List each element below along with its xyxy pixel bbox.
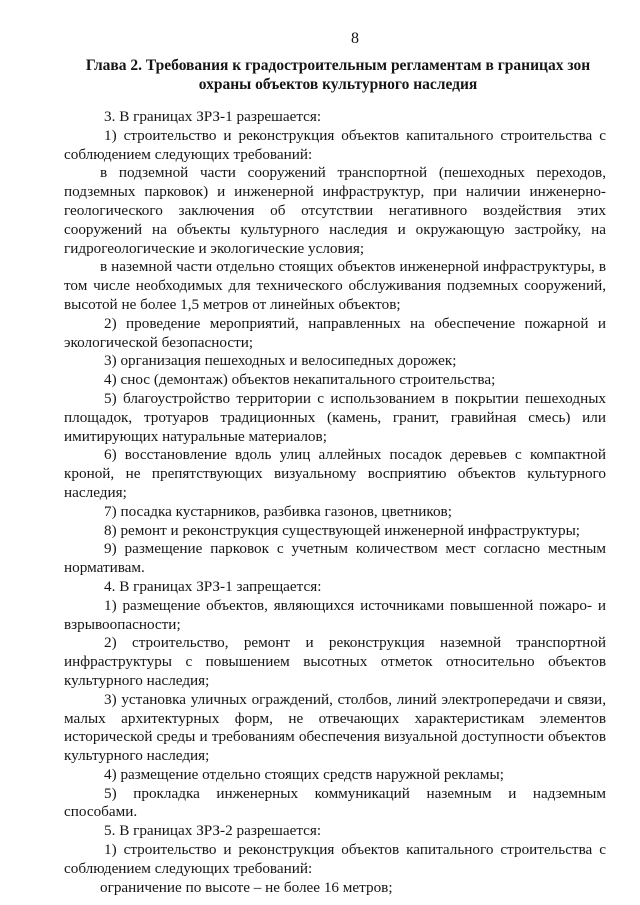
paragraph: 3) установка уличных ограждений, столбов, линий электропередачи и связи, малых архитектурных форм, не отвечающих характеристикам элементов исторической среды и требованиям обеспечения визуальной доступности объектов культурного наследия;	[64, 690, 606, 765]
page-number: 8	[351, 30, 359, 47]
chapter-title: Глава 2. Требования к градостроительным регламентам в границах зон охраны объектов культурного наследия	[85, 57, 591, 93]
paragraph: 5) благоустройство территории с использованием в покрытии пешеходных площадок, тротуаров традиционных (камень, гранит, гравийная смесь) или имитирующих натуральные материалов;	[64, 389, 606, 445]
paragraph: 5. В границах ЗРЗ-2 разрешается:	[104, 822, 322, 840]
paragraph: 2) строительство, ремонт и реконструкция наземной транспортной инфраструктуры с повышением высотных отметок относительно объектов культурного наследия;	[64, 634, 606, 689]
paragraph: 5) прокладка инженерных коммуникаций наземным и надземным способами.	[64, 784, 606, 821]
paragraph: 1) размещение объектов, являющихся источниками повышенной пожаро- и взрывоопасности;	[64, 596, 606, 633]
paragraph: 1) строительство и реконструкция объектов капитального строительства с соблюдением следующих требований:	[64, 126, 606, 163]
paragraph: 6) восстановление вдоль улиц аллейных посадок деревьев с компактной кроной, не препятствующих визуальному восприятию объектов культурного наследия;	[64, 446, 606, 501]
paragraph: 3) организация пешеходных и велосипедных дорожек;	[104, 352, 457, 370]
paragraph: 3. В границах ЗРЗ-1 разрешается:	[104, 108, 322, 125]
document-body	[64, 108, 606, 897]
paragraph: 4. В границах ЗРЗ-1 запрещается:	[104, 577, 322, 595]
paragraph: 4) снос (демонтаж) объектов некапитального строительства;	[104, 371, 496, 389]
paragraph: 8) ремонт и реконструкция существующей инженерной инфраструктуры;	[104, 521, 580, 539]
paragraph: в подземной части сооружений транспортной (пешеходных переходов, подземных парковок) и инженерной инфраструктур, при наличии инженерно-геологического заключения об отсутствии негативного воздействия этих сооружений на объекты культурного наследия и окружающую застройку, на гидрогеологические и экологические условия;	[64, 164, 606, 257]
paragraph: ограничение по высоте – не более 16 метров;	[100, 878, 393, 896]
paragraph: 9) размещение парковок с учетным количеством мест согласно местным нормативам.	[64, 540, 606, 577]
paragraph: 2) проведение мероприятий, направленных на обеспечение пожарной и экологической безопасности;	[64, 314, 606, 351]
paragraph: в наземной части отдельно стоящих объектов инженерной инфраструктуры, в том числе необходимых для технического обслуживания подземных сооружений, высотой не более 1,5 метров от линейных объектов;	[64, 258, 606, 313]
paragraph: 4) размещение отдельно стоящих средств наружной рекламы;	[104, 765, 504, 783]
paragraph: 1) строительство и реконструкция объектов капитального строительства с соблюдением следующих требований:	[64, 841, 606, 877]
paragraph: 7) посадка кустарников, разбивка газонов, цветников;	[104, 502, 452, 520]
